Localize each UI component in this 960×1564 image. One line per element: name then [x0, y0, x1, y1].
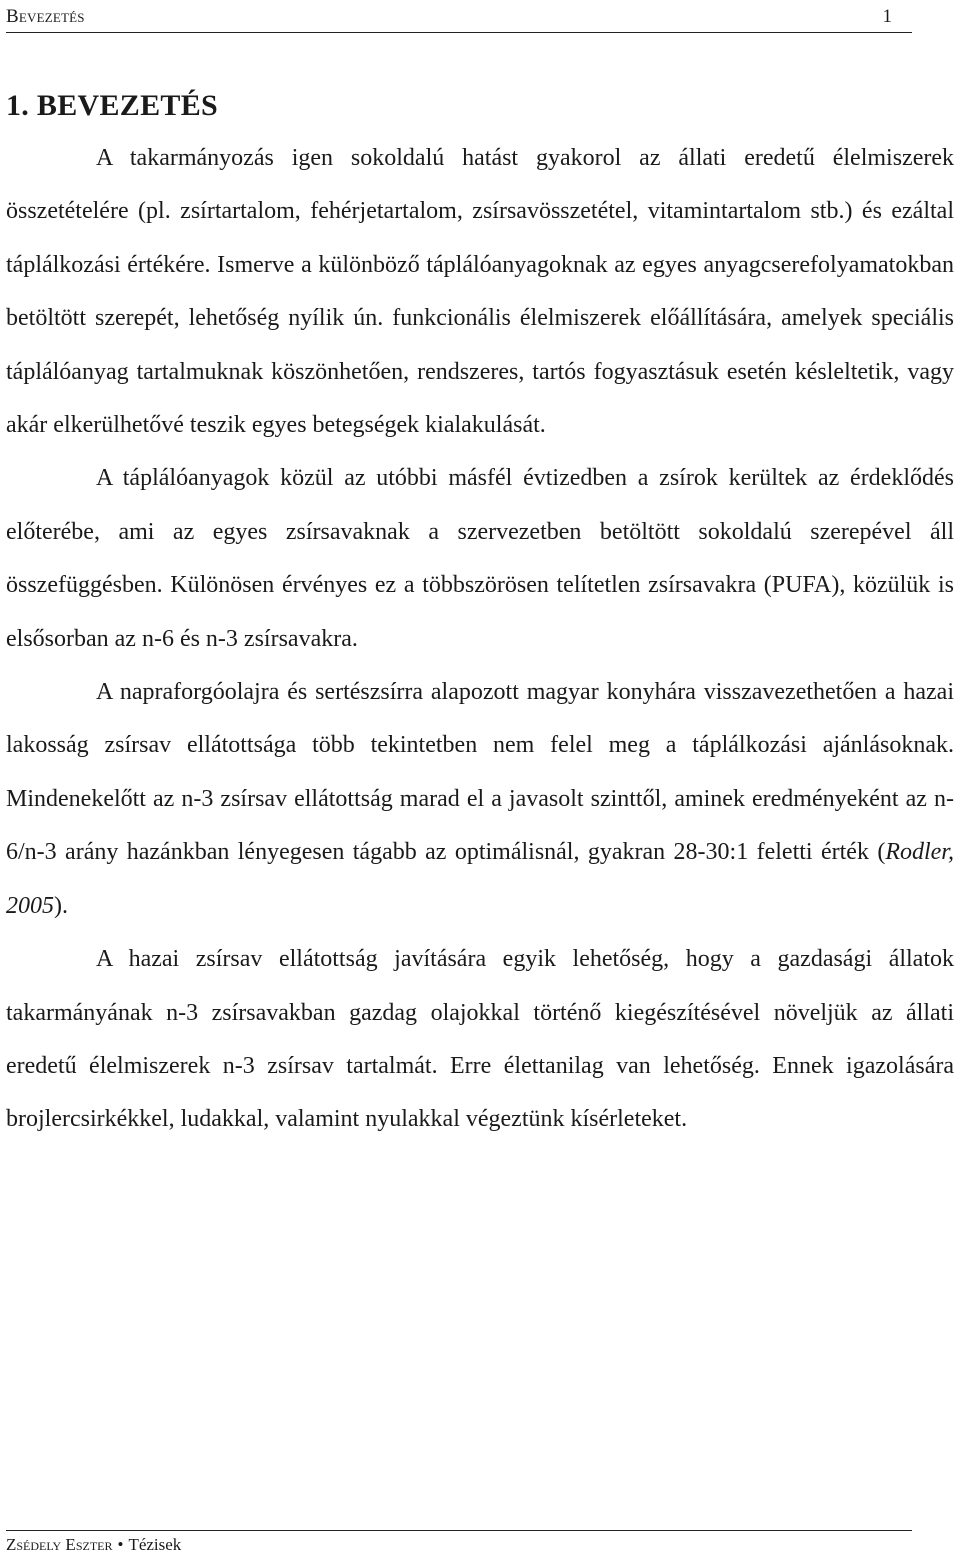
- page-header: [6, 2, 912, 33]
- paragraph-1: A takarmányozás igen sokoldalú hatást gyakorol az állati eredetű élelmiszerek összetételére (pl. zsírtartalom, fehérjetartalom, zsírsavösszetétel, vitamintartalom stb.) és ezáltal táplálkozási értékére. Ismerve a különböző táplálóanyagoknak az egyes anyagcserefolyamatokban betöltött szerepét, lehetőség nyílik ún. funkcionális élelmiszerek előállítására, amelyek speciális táplálóanyag tartalmuknak köszönhetően, rendszeres, tartós fogyasztásuk esetén késleltetik, vagy akár elkerülhetővé teszik egyes betegségek kialakulását.: [6, 145, 954, 439]
- footer-bullet: •: [117, 1535, 124, 1554]
- page-footer: [6, 1530, 912, 1557]
- paragraph-3-end: ).: [54, 892, 68, 919]
- paragraph-3: [6, 666, 954, 933]
- footer-doc-type: Tézisek: [128, 1535, 182, 1554]
- paragraph-2: A táplálóanyagok közül az utóbbi másfél évtizedben a zsírok kerültek az érdeklődés előterébe, ami az egyes zsírsavaknak a szervezetben betöltött sokoldalú szerepével áll összefüggésben. Különösen érvényes ez a többszörösen telítetlen zsírsavakra (PUFA), közülük is elsősorban az n-6 és n-3 zsírsavakra.: [6, 465, 954, 652]
- page-body: [6, 84, 954, 1147]
- running-title: Bevezetés: [6, 6, 85, 27]
- citation-author: Rodler, 2005: [6, 839, 954, 919]
- section-heading: 1. BEVEZETÉS: [6, 89, 219, 122]
- paragraph-3-text: A napraforgóolajra és sertészsírra alapozott magyar konyhára visszavezethetően a hazai lakosság zsírsav ellátottsága több tekintetben nem felel meg a táplálkozási ajánlásoknak. Mindenekelőtt az n-3 zsírsav ellátottság marad el a javasolt szinttől, aminek eredményeként az n-6/n-3 arány hazánkban lényegesen tágabb az optimálisnál, gyakran 28-30:1 feletti érték (: [6, 679, 954, 866]
- footer-author: Zsédely Eszter: [6, 1535, 113, 1554]
- paragraph-4: A hazai zsírsav ellátottság javítására egyik lehetőség, hogy a gazdasági állatok takarmányának n-3 zsírsavakban gazdag olajokkal történő kiegészítésével növeljük az állati eredetű élelmiszerek n-3 zsírsav tartalmát. Erre élettanilag van lehetőség. Ennek igazolására brojlercsirkékkel, ludakkal, valamint nyulakkal végeztünk kísérleteket.: [6, 946, 954, 1133]
- page-number: 1: [882, 6, 892, 27]
